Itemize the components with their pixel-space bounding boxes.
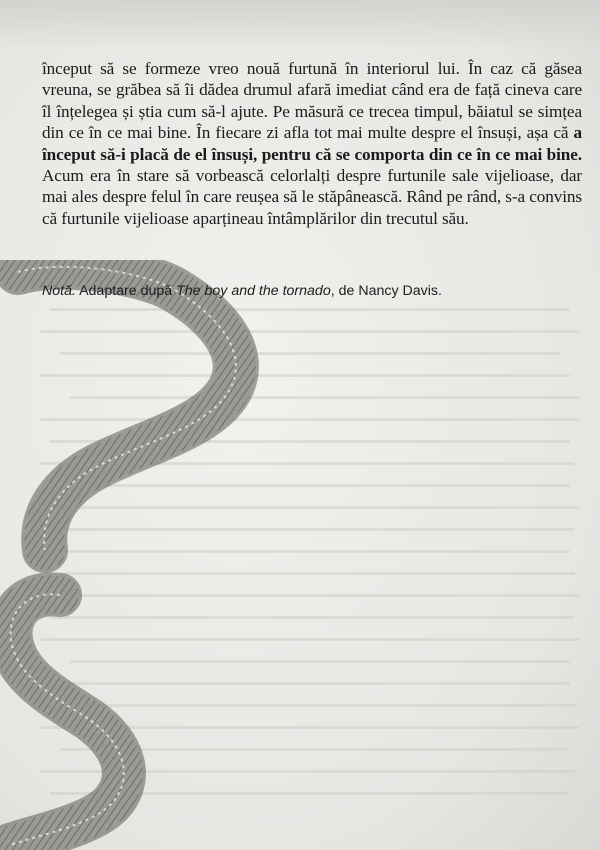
- top-bleed-through: [0, 0, 600, 50]
- source-note: [42, 282, 582, 300]
- paragraph-text-start: început să se formeze vreo nouă furtună în interiorul lui. În caz că găsea vreuna, se grăbea să îi dădea drumul afară imediat când era de față cineva care îl înțelegea și știa cum să-l ajute. Pe măsură ce trecea timpul, băiatul se simțea din ce în ce mai bine. În fiecare zi afla tot mai multe despre el însuși, așa că: [42, 59, 582, 143]
- note-label: Notă.: [42, 283, 76, 299]
- note-prefix: Adaptare după: [75, 283, 177, 299]
- paragraph-emphasis: a început să-i placă de el însuși, pentru că se comporta din ce în ce mai bine.: [42, 123, 582, 164]
- story-paragraph: [42, 58, 582, 229]
- note-book-title: The boy and the tornado: [176, 283, 331, 299]
- tornado-illustration: [0, 260, 600, 850]
- note-suffix: , de Nancy Davis.: [330, 283, 442, 299]
- paragraph-text-end: Acum era în stare să vorbească celorlalți despre furtunile sale vijelioase, dar mai ales despre felul în care reușea să le stăpânească. Rând pe rând, s-a convins că furtunile vijelioase aparțineau întâmplărilor din trecutul său.: [42, 166, 582, 228]
